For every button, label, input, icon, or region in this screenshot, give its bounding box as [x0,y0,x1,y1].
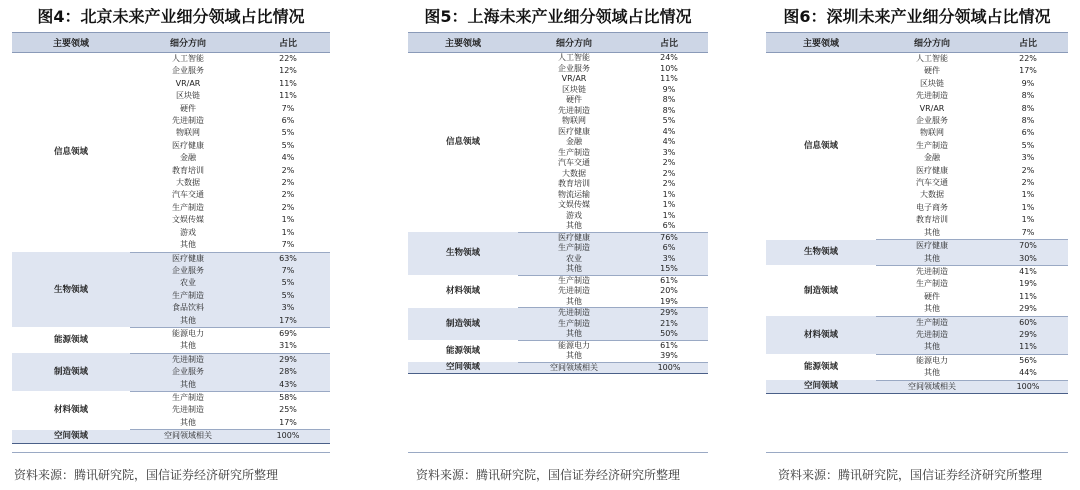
share-cell: 15% [630,264,708,275]
share-cell: 6% [281,116,295,126]
table-row [766,265,1068,278]
share-cell: 17% [246,417,330,430]
share-cell: 5% [281,140,295,150]
column-header-main-field: 主要领域 [408,33,518,53]
share-cell: 39% [630,351,708,362]
subfield-cell: 农业 [130,277,246,289]
subfield-cell: 生产制造 [518,319,630,330]
share-cell: 2% [281,165,295,175]
subfield-cell: 其他 [876,253,988,266]
share-cell: 17% [246,315,330,328]
panel-shenzhen [720,0,1080,490]
subfield-cell: 其他 [876,341,988,354]
column-header-main-field: 主要领域 [766,33,876,53]
main-field-cell: 生物领域 [408,232,518,275]
table-row [12,353,330,366]
subfield-cell: 硬件 [180,103,196,113]
share-cell: 11% [279,78,297,88]
share-cell: 2% [662,179,676,188]
subfield-cell: 生产制造 [876,316,988,329]
share-cell: 56% [1019,355,1037,365]
share-cell: 4% [662,126,676,136]
subfield-cell: 医疗健康 [558,126,590,136]
main-field-cell: 材料领域 [445,286,480,296]
data-table [766,32,1068,394]
subfield-cell: 能源电力 [916,355,948,365]
main-field-cell: 信息领域 [53,147,88,158]
subfield-cell: 硬件 [924,66,940,76]
subfield-cell: 其他 [518,351,630,362]
subfield-cell: 医疗健康 [876,240,988,253]
subfield-cell: 人工智能 [558,53,590,62]
subfield-cell: 先进制造 [916,266,948,276]
subfield-cell: 生产制造 [130,290,246,302]
subfield-cell: 先进制造 [172,405,204,415]
subfield-cell: 企业服务 [172,66,204,76]
table-row [766,53,1068,66]
share-cell: 25% [279,405,297,415]
share-cell: 61% [660,275,678,285]
share-cell: 11% [1019,291,1037,301]
subfield-cell: 区块链 [920,78,944,88]
share-cell: 7% [246,265,330,277]
subfield-cell: 其他 [130,239,246,252]
subfield-cell: 生产制造 [518,243,630,254]
main-field-cell: 能源领域 [53,335,88,346]
column-header-main-field: 主要领域 [12,33,130,53]
subfield-cell: 食品饮料 [130,302,246,314]
share-cell: 70% [988,240,1068,253]
main-field-cell: 能源领域 [803,361,838,372]
table-row [766,316,1068,329]
share-cell: 60% [988,316,1068,329]
share-cell: 7% [988,227,1068,240]
share-cell: 29% [246,353,330,366]
subfield-cell: 大数据 [920,190,944,200]
share-cell: 9% [662,84,676,94]
subfield-cell: 物联网 [562,116,586,125]
table-row [12,53,330,66]
subfield-cell: 其他 [130,315,246,328]
table-row [408,275,708,286]
share-cell: 44% [988,367,1068,380]
table-row [766,354,1068,367]
subfield-cell: 汽车交通 [558,158,590,167]
subfield-cell: 物流运输 [558,189,590,199]
subfield-cell: 医疗健康 [130,252,246,265]
share-cell: 5% [1021,140,1035,150]
subfield-cell: 其他 [518,221,630,232]
share-cell: 21% [630,319,708,330]
share-cell: 3% [246,302,330,314]
share-cell: 5% [246,290,330,302]
subfield-cell: 企业服务 [916,116,948,126]
subfield-cell: 企业服务 [558,63,590,73]
bottom-rule [766,452,1068,453]
subfield-cell: 区块链 [176,91,200,101]
table-row [766,380,1068,393]
share-cell: 8% [662,95,676,104]
subfield-cell: 汽车交通 [916,178,948,188]
share-cell: 6% [630,221,708,232]
share-cell: 24% [660,53,678,62]
source-note: 资料来源：腾讯研究院，国信证券经济研究所整理 [416,468,681,482]
share-cell: 20% [660,286,678,295]
share-cell: 63% [246,252,330,265]
share-cell: 1% [1021,202,1035,212]
subfield-cell: VR/AR [175,78,201,88]
share-cell: 29% [988,303,1068,316]
share-cell: 2% [281,202,295,212]
main-field-cell: 空间领域 [408,362,518,374]
main-field-cell: 生物领域 [766,240,876,266]
subfield-cell: 先进制造 [172,116,204,126]
table-row [408,232,708,243]
subfield-cell: 生产制造 [558,275,590,285]
panel-shanghai [360,0,720,490]
share-cell: 2% [662,158,676,167]
share-cell: 1% [662,210,676,220]
source-note: 资料来源：腾讯研究院，国信证券经济研究所整理 [14,468,279,482]
source-note: 资料来源：腾讯研究院，国信证券经济研究所整理 [778,468,1043,482]
subfield-cell: 教育培训 [558,179,590,188]
share-cell: 1% [281,215,295,225]
subfield-cell: 大数据 [176,178,200,188]
subfield-cell: 文娱传媒 [558,200,590,209]
share-cell: 41% [1019,266,1037,276]
subfield-cell: 先进制造 [558,286,590,295]
share-cell: 10% [660,63,678,73]
share-cell: 2% [281,190,295,200]
share-cell: 19% [630,297,708,308]
main-field-cell: 生物领域 [12,252,130,327]
share-cell: 1% [281,227,295,237]
subfield-cell: 其他 [130,340,246,353]
subfield-cell: 生产制造 [916,140,948,150]
subfield-cell: 其他 [876,227,988,240]
subfield-cell: 医疗健康 [916,165,948,175]
subfield-cell: 金融 [924,153,940,163]
subfield-cell: 其他 [130,417,246,430]
subfield-cell: VR/AR [919,103,945,113]
subfield-cell: 人工智能 [172,54,204,63]
share-cell: 11% [279,91,297,101]
table-row [408,340,708,351]
table-row [12,327,330,340]
subfield-cell: 生产制造 [558,147,590,157]
subfield-cell: 企业服务 [130,366,246,378]
column-header-subfield: 细分方向 [518,33,630,53]
subfield-cell: 其他 [518,297,630,308]
table-row [408,53,708,64]
main-field-cell: 信息领域 [445,137,480,148]
figure-title: 图6：深圳未来产业细分领域占比情况 [783,7,1051,26]
share-cell: 3% [662,147,676,157]
subfield-cell: 生产制造 [172,202,204,212]
subfield-cell: 教育培训 [916,215,948,225]
subfield-cell: 游戏 [180,227,196,237]
share-cell: 4% [281,153,295,163]
column-header-share: 占比 [988,33,1068,53]
table-row [12,391,330,404]
share-cell: 1% [662,200,676,209]
share-cell: 100% [630,362,708,374]
share-cell: 6% [1021,128,1035,138]
share-cell: 7% [246,239,330,252]
bottom-rule [408,452,708,453]
subfield-cell: 金融 [566,137,582,146]
subfield-cell: 医疗健康 [518,232,630,243]
subfield-cell: VR/AR [561,74,587,83]
share-cell: 19% [1019,279,1037,289]
share-cell: 2% [1021,165,1035,175]
subfield-cell: 区块链 [562,84,586,94]
column-header-subfield: 细分方向 [130,33,246,53]
subfield-cell: 人工智能 [916,54,948,63]
subfield-cell: 其他 [518,329,630,340]
share-cell: 30% [988,253,1068,266]
share-cell: 100% [988,380,1068,393]
share-cell: 11% [988,341,1068,354]
table-row [408,362,708,374]
share-cell: 12% [279,66,297,76]
subfield-cell: 其他 [130,379,246,392]
bottom-rule [12,452,330,453]
subfield-cell: 企业服务 [130,265,246,277]
table-row [12,252,330,265]
subfield-cell: 能源电力 [172,328,204,338]
subfield-cell: 先进制造 [518,308,630,319]
share-cell: 8% [1021,103,1035,113]
subfield-cell: 先进制造 [916,91,948,101]
main-field-cell: 材料领域 [766,316,876,354]
share-cell: 8% [662,105,676,115]
main-field-cell: 信息领域 [803,141,838,152]
column-header-share: 占比 [246,33,330,53]
share-cell: 28% [246,366,330,378]
share-cell: 8% [1021,91,1035,101]
share-cell: 31% [246,340,330,353]
column-header-share: 占比 [630,33,708,53]
figure-title: 图5：上海未来产业细分领域占比情况 [424,7,692,26]
main-field-cell: 能源领域 [445,345,480,356]
panel-beijing [0,0,360,490]
subfield-cell: 物联网 [176,128,200,138]
subfield-cell: 硬件 [566,95,582,104]
share-cell: 1% [1021,215,1035,225]
share-cell: 1% [1021,190,1035,200]
subfield-cell: 医疗健康 [172,140,204,150]
share-cell: 11% [660,74,678,83]
subfield-cell: 文娱传媒 [172,215,204,225]
share-cell: 1% [662,189,676,199]
share-cell: 6% [630,243,708,254]
subfield-cell: 金融 [180,153,196,163]
share-cell: 3% [1021,153,1035,163]
table-row [12,430,330,443]
subfield-cell: 生产制造 [916,279,948,289]
subfield-cell: 生产制造 [172,392,204,402]
table-row [766,240,1068,253]
share-cell: 9% [1021,78,1035,88]
share-cell: 22% [279,54,297,63]
share-cell: 76% [630,232,708,243]
main-field-cell: 空间领域 [766,380,876,393]
share-cell: 29% [630,308,708,319]
share-cell: 8% [1021,116,1035,126]
share-cell: 2% [662,168,676,178]
subfield-cell: 空间领域相关 [130,430,246,443]
share-cell: 43% [246,379,330,392]
table-row [408,308,708,319]
main-field-cell: 制造领域 [12,353,130,391]
subfield-cell: 先进制造 [876,329,988,341]
subfield-cell: 电子商务 [916,202,948,212]
main-field-cell: 空间领域 [12,430,130,443]
subfield-cell: 游戏 [566,210,582,220]
share-cell: 5% [281,128,295,138]
subfield-cell: 物联网 [920,128,944,138]
subfield-cell: 空间领域相关 [876,380,988,393]
subfield-cell: 汽车交通 [172,190,204,200]
subfield-cell: 农业 [518,254,630,265]
data-table [12,32,330,444]
share-cell: 29% [988,329,1068,341]
share-cell: 3% [630,254,708,265]
figure-title: 图4：北京未来产业细分领域占比情况 [37,7,305,26]
subfield-cell: 硬件 [924,291,940,301]
share-cell: 7% [281,103,295,113]
share-cell: 2% [281,178,295,188]
main-field-cell: 材料领域 [53,405,88,416]
share-cell: 17% [1019,66,1037,76]
subfield-cell: 大数据 [562,168,586,178]
share-cell: 58% [279,392,297,402]
share-cell: 5% [246,277,330,289]
subfield-cell: 能源电力 [558,340,590,350]
share-cell: 5% [662,116,676,125]
main-field-cell: 制造领域 [408,308,518,341]
subfield-cell: 先进制造 [558,105,590,115]
data-table [408,32,708,374]
main-field-cell: 制造领域 [803,285,838,296]
subfield-cell: 先进制造 [130,353,246,366]
share-cell: 22% [1019,54,1037,63]
share-cell: 2% [1021,178,1035,188]
column-header-subfield: 细分方向 [876,33,988,53]
share-cell: 61% [660,340,678,350]
share-cell: 69% [279,328,297,338]
share-cell: 4% [662,137,676,146]
subfield-cell: 教育培训 [172,165,204,175]
subfield-cell: 空间领域相关 [518,362,630,374]
share-cell: 50% [630,329,708,340]
subfield-cell: 其他 [876,367,988,380]
share-cell: 100% [246,430,330,443]
subfield-cell: 其他 [518,264,630,275]
subfield-cell: 其他 [876,303,988,316]
